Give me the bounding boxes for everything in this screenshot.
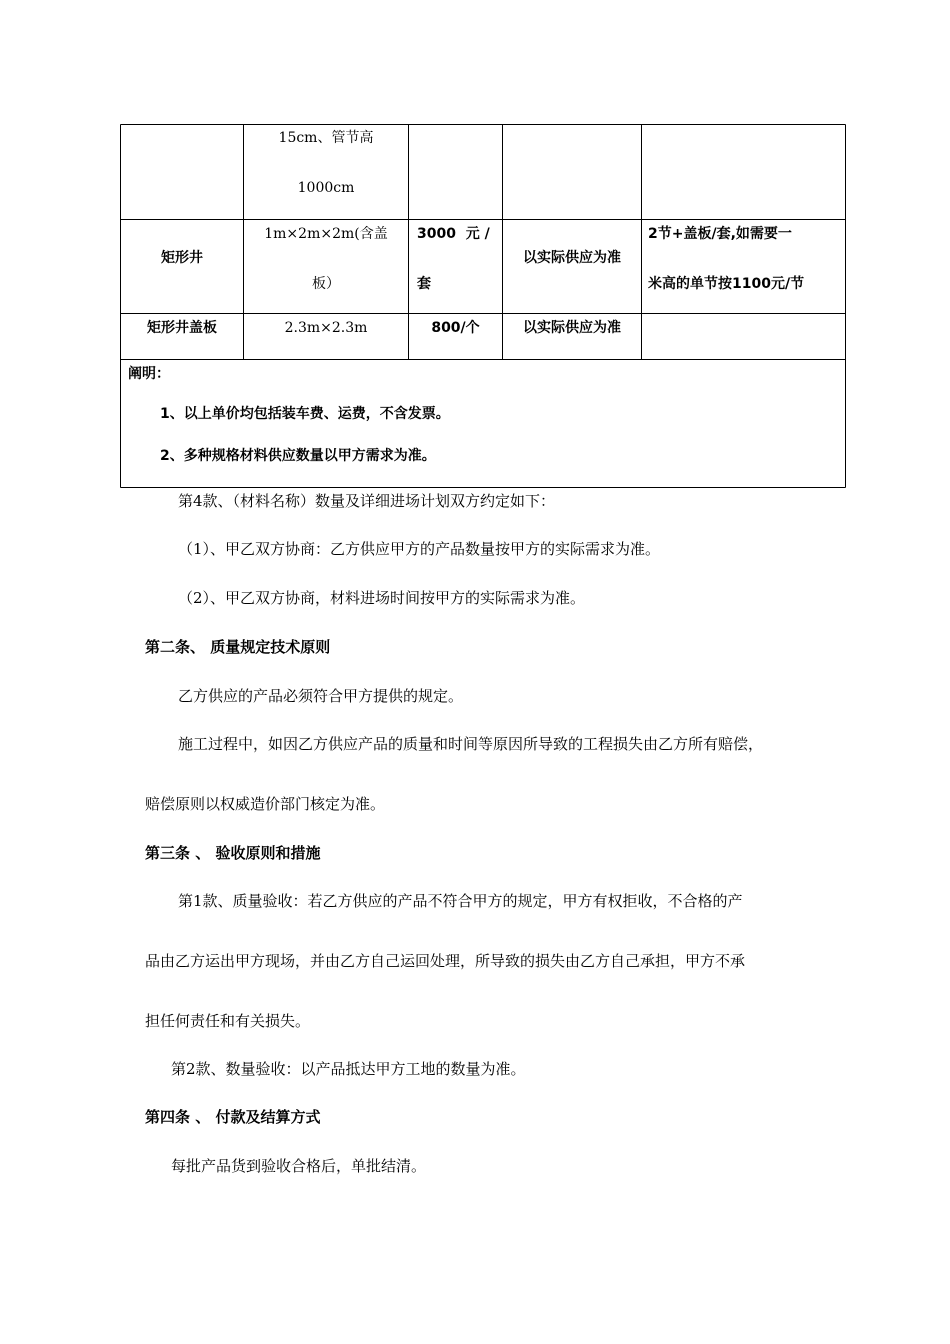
row1-spec-line2: 板） xyxy=(312,276,340,292)
notes-item-1: 1、以上单价均包括装车费、运费，不含发票。 xyxy=(160,406,450,422)
row0-spec-line2: 1000cm xyxy=(297,180,355,196)
paragraph-payment: 每批产品货到验收合格后，单批结清。 xyxy=(171,1157,427,1175)
paragraph-acceptance-3: 担任何责任和有关损失。 xyxy=(145,1012,311,1030)
row1-name: 矩形井 xyxy=(161,250,203,266)
paragraph-quality-1: 乙方供应的产品必须符合甲方提供的规定。 xyxy=(178,687,464,705)
row2-spec: 2.3m×2.3m xyxy=(284,320,368,336)
paragraph-acceptance-1: 第1款、质量验收：若乙方供应的产品不符合甲方的规定，甲方有权拒收，不合格的产 xyxy=(178,892,743,910)
row2-name: 矩形井盖板 xyxy=(147,320,217,336)
row2-quantity: 以实际供应为准 xyxy=(523,320,621,336)
paragraph-quality-3: 赔偿原则以权威造价部门核定为准。 xyxy=(145,795,386,813)
paragraph-clause4-item2: （2）、甲乙双方协商，材料进场时间按甲方的实际需求为准。 xyxy=(178,589,586,607)
notes-title: 阐明： xyxy=(128,366,170,382)
row1-remark-line1: 2节+盖板/套,如需要一 xyxy=(648,226,792,242)
paragraph-quality-2: 施工过程中，如因乙方供应产品的质量和时间等原因所导致的工程损失由乙方所有赔偿， xyxy=(178,735,764,753)
section-heading-2: 第二条、 质量规定技术原则 xyxy=(145,638,331,656)
row0-spec-line1: 15cm、管节高 xyxy=(278,130,374,146)
row1-price-line1: 3000 元 / xyxy=(417,226,490,242)
paragraph-acceptance-2: 品由乙方运出甲方现场，并由乙方自己运回处理，所导致的损失由乙方自己承担，甲方不承 xyxy=(145,952,746,970)
row2-price: 800/个 xyxy=(431,320,480,336)
row1-remark-line2: 米高的单节按1100元/节 xyxy=(648,276,805,292)
row1-quantity: 以实际供应为准 xyxy=(523,250,621,266)
paragraph-acceptance-4: 第2款、数量验收：以产品抵达甲方工地的数量为准。 xyxy=(171,1060,526,1078)
paragraph-clause4-item1: （1）、甲乙双方协商：乙方供应甲方的产品数量按甲方的实际需求为准。 xyxy=(178,540,661,558)
row1-price-line2: 套 xyxy=(417,276,431,292)
row1-spec-line1: 1m×2m×2m(含盖 xyxy=(264,226,388,242)
section-heading-4: 第四条 、 付款及结算方式 xyxy=(145,1108,321,1126)
paragraph-clause4: 第4款、（材料名称）数量及详细进场计划双方约定如下： xyxy=(178,492,556,510)
section-heading-3: 第三条 、 验收原则和措施 xyxy=(145,844,321,862)
notes-item-2: 2、多种规格材料供应数量以甲方需求为准。 xyxy=(160,448,436,464)
